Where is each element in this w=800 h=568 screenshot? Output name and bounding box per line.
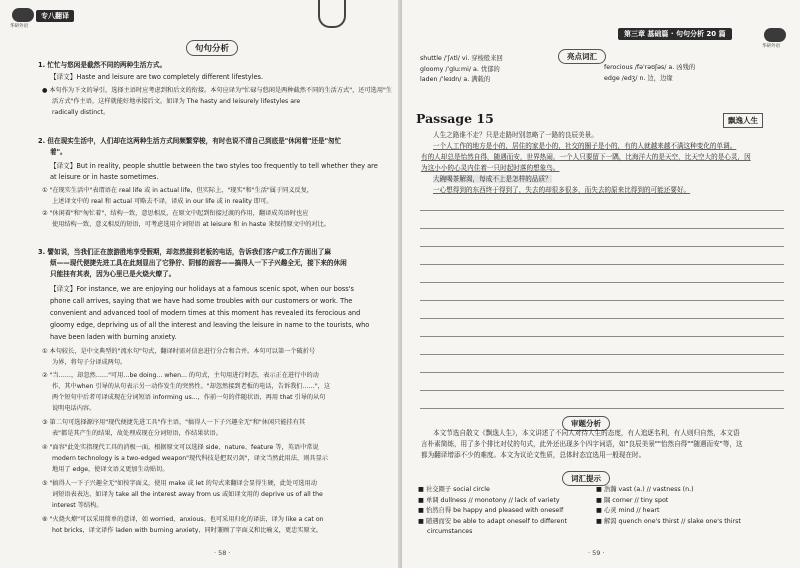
q3-heading-line3: 只能挂有其表，因为心里已是火烧火燎了。 <box>50 270 176 278</box>
writing-line <box>420 282 784 283</box>
q3-note-5 <box>42 479 317 490</box>
translation-label: 【译文】 <box>50 73 77 81</box>
tip-item: ■ 浩瀚 vast (a.) // vastness (n.) <box>596 486 694 493</box>
analysis-line-1: 本文节选自散文《飘逸人生》，本文讲述了不同人对待人生的态度，有人追逐名利，有人则归自然，本文语 <box>433 429 740 437</box>
passage-line-3: 有的人却总是怡然自得，随遇而安，世界热闹，一个人只要留下一隅，比海洋大的是天空，比天空大的是心灵，因 <box>421 153 751 161</box>
q3-note-2-line4: 说明电话内容。 <box>52 405 96 412</box>
writing-line <box>420 246 784 247</box>
writing-line <box>420 264 784 265</box>
tip-text: 隅 corner // tiny spot <box>603 496 669 504</box>
note-line: "搞得人一下子兴趣全无"如按字面义，使用 make 或 let 的句式来翻译会显得生硬，此处可选用动 <box>49 480 317 487</box>
passage-line-6: 一心想得到的东西终于得到了，失去的却很多很多，而失去的原来比得到的可能还要好。 <box>433 186 691 194</box>
tip-item: ■ 单调 dullness // monotony // lack of variety <box>418 496 560 504</box>
passage-line-1: 人生之路谁不走？只是走路时别忽略了一路的良辰美景。 <box>433 131 598 139</box>
q3-note-1 <box>42 347 315 358</box>
page-number-right: · 59 · <box>588 549 605 557</box>
q2-note-2: ② "休闲着"和"匆忙着"，结构一致，意思相反，在原文中起到衔接过渡的作用，翻译成英语时也应 <box>42 210 309 217</box>
translation-text: But in reality, people shuttle between the two styles too frequently to tell whether they are <box>76 162 378 170</box>
note-number: ① <box>42 348 48 355</box>
writing-line <box>420 318 784 319</box>
tip-item: ■ 随遇而安 be able to adapt oneself to different <box>418 517 567 525</box>
passage-line-2: 一个人工作的地方是小的，居住的家是小的，社交的圈子是小的，有的人就越来越不满这种变化的单调。 <box>433 142 737 150</box>
q2-note-1-line2: 上述译文中的 real 和 actual 可略去不译，译成 in our life 或 in reality 即可。 <box>52 198 273 205</box>
q1-note-line2: 活方式"作主语，这样就能好地承接后文。如译为 The hasty and leisurely lifestyles are <box>52 98 301 105</box>
q1-note: ● 本句作为下文的导引，选择主语时应考虑到和后文的衔接。本句应译为"忙碌与悠闲是两种截然不同的生活方式"，还可选用"生 <box>42 87 393 94</box>
note-line: "休闲着"和"匆忙着"，结构一致，意思相反，在原文中起到衔接过渡的作用，翻译成英语时也应 <box>49 210 309 217</box>
vocab-item: shuttle /ˈʃʌtl/ vi. 穿梭般来回 <box>420 55 503 62</box>
tip-item-cont: circumstances <box>427 528 473 535</box>
note-line: "火烧火燎"可以采用简单的意译，如 worried、anxious。也可采用归化的译法，译为 like a cat on <box>49 516 324 523</box>
note-line: "面容"此处实指现代工具的消极一面，根据原文可以选择 side、nature、feature 等，英语中常说 <box>49 444 319 451</box>
note-number: ② <box>42 372 48 379</box>
q1-heading: 1. 忙忙与悠闲是截然不同的两种生活方式。 <box>38 61 167 69</box>
passage-line-4: 为这小小的心灵内住着一只时起时落的想象鸟。 <box>421 164 560 172</box>
note-number: ⑥ <box>42 516 48 523</box>
translation-text: For instance, we are enjoying our holidays at a famous scenic spot, when our boss's <box>76 285 354 293</box>
q2-translation <box>50 161 378 172</box>
q3-translation-line3: convenient and advanced tool of modern times at this moment has revealed its ferocious and <box>50 309 361 317</box>
q3-note-6 <box>42 515 324 526</box>
q3-translation <box>50 284 354 295</box>
decorative-ornament <box>318 0 346 28</box>
q2-translation-line2: at leisure or in haste sometimes. <box>50 173 159 181</box>
tip-text: 随遇而安 be able to adapt oneself to different <box>425 517 567 525</box>
tip-text: 解渴 quench one's thirst // slake one's thirst <box>603 517 741 525</box>
chapter-header: 第三章 基础篇 · 句句分析 20 篇 <box>618 28 732 40</box>
highlights-title: 亮点词汇 <box>558 49 606 64</box>
q3-note-2 <box>42 371 319 382</box>
writing-line <box>420 408 784 409</box>
translation-label: 【译文】 <box>50 285 77 293</box>
q3-note-3 <box>42 418 305 429</box>
publisher-logo <box>764 28 786 42</box>
section-title: 句句分析 <box>186 40 238 56</box>
q2-note-1: ① "在现实生活中"表谓语在 real life 或 in actual life，但实际上，"现实"和"生活"属于同义反复， <box>42 187 314 194</box>
note-line: "在现实生活中"表谓语在 real life 或 in actual life，但实际上，"现实"和"生活"属于同义反复， <box>49 187 314 194</box>
tip-item: ■ 心灵 mind // heart <box>596 507 660 514</box>
tip-text: 单调 dullness // monotony // lack of variety <box>425 496 560 504</box>
vocab-item: laden /ˈleɪdn/ a. 满载的 <box>420 76 491 83</box>
q3-translation-line4: gloomy edge, depriving us of all the interest and leaving the leisure in name to the tourists, who <box>50 321 370 329</box>
translation-label: 【译文】 <box>50 162 77 170</box>
q3-note-4-line2: modern technology is a two-edged weapon"现代科技是把双刃剑"，译文当然此用法，则具显示 <box>52 455 328 462</box>
q2-heading-line2: 着"。 <box>50 148 67 156</box>
note-number: ④ <box>42 444 48 451</box>
q1-translation <box>50 72 263 83</box>
tip-item: ■ 解渴 quench one's thirst // slake one's thirst <box>596 517 741 525</box>
analysis-title: 审题分析 <box>562 416 610 431</box>
vocab-list <box>420 54 503 86</box>
writing-line <box>420 372 784 373</box>
writing-line <box>420 354 784 355</box>
writing-line <box>420 300 784 301</box>
writing-line <box>420 210 784 211</box>
q3-translation-line2: phone call arrives, saying that we have had some troubles with our customers or work. The <box>50 297 353 305</box>
passage-line-5 <box>421 174 784 184</box>
logo-text: 华研外语 <box>10 24 28 29</box>
writing-line <box>420 336 784 337</box>
writing-line <box>420 228 784 229</box>
highlight-item: ferocious /fəˈrəʊʃəs/ a. 凶残的 <box>604 64 696 71</box>
translation-text: Haste and leisure are two completely different lifestyles. <box>76 73 264 81</box>
q3-translation-line5: have been laden with burning anxiety. <box>50 333 177 341</box>
note-line: 本句作为下文的导引，选择主语时应考虑到和后文的衔接。本句应译为"忙碌与悠闲是两种截然不同的生活方式"，还可选用"生 <box>49 87 393 94</box>
q3-note-1-line2: 为界，将句子分译成两句。 <box>52 359 127 366</box>
highlighted-sentence: 大碗喝茶解渴，每成不上是怎样的品质？ <box>433 175 552 183</box>
analysis-line-3: 都为翻译增添不少的难度。本文为议论文性质，总体时态宜选用一般现在时。 <box>421 451 646 459</box>
publisher-logo <box>12 8 34 22</box>
writing-line <box>420 390 784 391</box>
q3-note-6-line2: hot bricks，译文译作 laden with burning anxiety，同时兼顾了字面义和比喻义，更忠实原文。 <box>52 527 323 534</box>
tip-text: 浩瀚 vast (a.) // vastness (n.) <box>603 486 694 493</box>
tip-item: ■ 社交圈子 social circle <box>418 486 490 493</box>
tips-left-list <box>418 485 567 538</box>
highlight-item: edge /edʒ/ n. 边，边缘 <box>604 74 673 82</box>
q3-note-2-line2: 作，其中when 引导的从句表示另一动作发生的突然性。"却忽然接到老板的电话，告诉我们……"，这 <box>52 383 331 390</box>
q3-note-2-line3: 两个短句中后者可译成现在分词短语 informing us...，作前一句的伴随状语，再用 that 引导的从句 <box>52 394 326 401</box>
tip-item: ■ 怡然自得 be happy and pleased with oneself <box>418 507 564 514</box>
q2-heading: 2. 但在现实生活中，人们却在这两种生活方式间频繁穿梭，有时也说不清自己到底是"休闲着"还是"匆忙 <box>38 137 342 145</box>
tip-text: 怡然自得 be happy and pleased with oneself <box>425 507 564 514</box>
note-number: ⑤ <box>42 480 48 487</box>
passage-label: Passage 15 <box>416 111 494 126</box>
q1-note-line3: radically distinct。 <box>52 109 110 116</box>
page-number-left: · 58 · <box>214 549 231 557</box>
note-line: "当……，却忽然……"可用…be doing... when... 的句式，主句用进行时态，表示正在进行中的动 <box>49 372 319 379</box>
vocab-item: gloomy /ˈɡluːmi/ a. 忧郁的 <box>420 65 500 73</box>
q3-note-5-line3: interest 等结构。 <box>52 502 103 509</box>
header-tag: 专八翻译 <box>36 10 74 22</box>
q3-note-3-line2: 表"都是其产生的结果，故处理成现在分词短语，作结果状语。 <box>52 430 222 437</box>
tip-text: 社交圈子 social circle <box>425 486 490 493</box>
note-line: 本句较长，是中文典型的"流水句"句式，翻译时需对信息进行分合和合并。本句可以第一个破折号 <box>49 348 316 355</box>
q2-note-2-line2: 使用结构一致、意义相反的短语，可考虑选用介词短语 at leisure 和 in haste 来保持原文中的对比。 <box>52 221 330 228</box>
highlights-list <box>604 63 695 84</box>
tip-text: 心灵 mind // heart <box>603 507 660 514</box>
q3-heading: 3. 譬如说，当我们正在旅游胜地享受假期，却忽然接到老板的电话，告诉我们客户或工作方面出了麻 <box>38 248 331 256</box>
q3-note-4 <box>42 443 319 454</box>
note-line: 第二句可选择源序用"现代便捷先进工具"作主语，"搞得人一下子兴趣全无"和"休闲只能挂有其 <box>49 419 306 426</box>
tips-right-list <box>596 485 741 527</box>
tip-item: ■ 隅 corner // tiny spot <box>596 496 669 504</box>
note-number: ③ <box>42 419 48 426</box>
tips-title: 词汇提示 <box>562 471 610 486</box>
analysis-line-2: 言朴素简练，用了多个排比对仗的句式，此外还出现多个四字词语，如"良辰美景""怡然自得""随遇而安"等，这 <box>421 440 743 448</box>
passage-title: 飘逸人生 <box>723 113 763 128</box>
q3-heading-line2: 烦——现代便捷先进工具在此刻显出了它狰狞、阴郁的面容——搞得人一下子兴趣全无，接下来的休闲 <box>50 259 347 267</box>
q3-note-5-line2: 词短语表表达，如译为 take all the interest away from us 或如译文用的 deprive us of all the <box>52 491 323 498</box>
logo-text: 华研外语 <box>762 44 780 49</box>
q3-note-4-line3: 地用了 edge，使译文语义更加生动贴切。 <box>52 466 169 473</box>
